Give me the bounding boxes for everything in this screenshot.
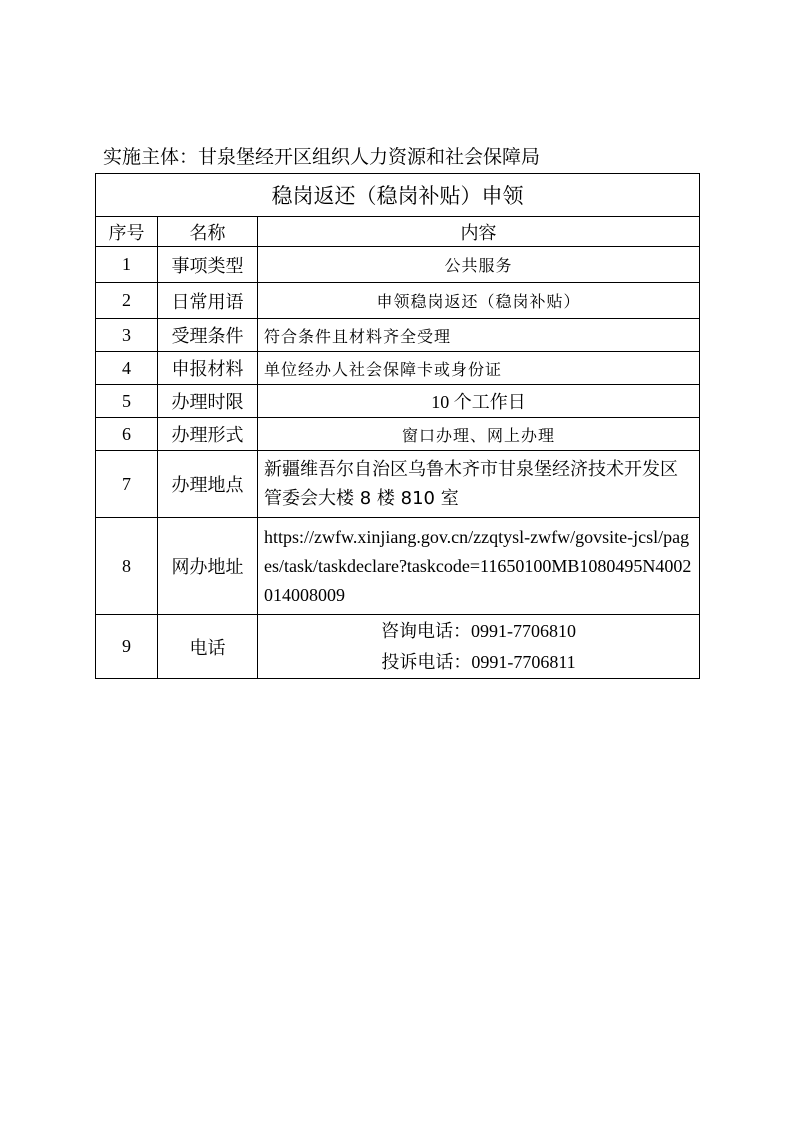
column-header-name: 名称 (158, 217, 258, 247)
row-name: 日常用语 (158, 283, 258, 319)
consult-phone-line (258, 616, 699, 647)
row-number: 8 (96, 518, 158, 615)
row-content: 符合条件且材料齐全受理 (258, 319, 700, 352)
row-number: 2 (96, 283, 158, 319)
table-row (96, 319, 700, 352)
row-number: 9 (96, 615, 158, 679)
row-number: 4 (96, 352, 158, 385)
row-number: 3 (96, 319, 158, 352)
row-name: 事项类型 (158, 247, 258, 283)
row-content-address: 新疆维吾尔自治区乌鲁木齐市甘泉堡经济技术开发区管委会大楼 8 楼 810 室 (258, 451, 700, 518)
row-number: 1 (96, 247, 158, 283)
row-name: 电话 (158, 615, 258, 679)
table-row (96, 352, 700, 385)
row-name: 网办地址 (158, 518, 258, 615)
row-number: 7 (96, 451, 158, 518)
row-name: 受理条件 (158, 319, 258, 352)
consult-phone-number: 0991-7706810 (471, 620, 576, 641)
table-row (96, 385, 700, 418)
column-header-content: 内容 (258, 217, 700, 247)
row-name: 申报材料 (158, 352, 258, 385)
service-info-table (95, 173, 700, 679)
table-title: 稳岗返还（稳岗补贴）申领 (96, 174, 700, 217)
row-name: 办理时限 (158, 385, 258, 418)
table-row (96, 518, 700, 615)
table-row (96, 615, 700, 679)
complaint-phone-label: 投诉电话： (381, 651, 472, 673)
row-content: 10 个工作日 (258, 385, 700, 418)
column-header-number: 序号 (96, 217, 158, 247)
row-content: 窗口办理、网上办理 (258, 418, 700, 451)
table-title-row (96, 174, 700, 217)
complaint-phone-number: 0991-7706811 (471, 651, 576, 672)
row-number: 6 (96, 418, 158, 451)
table-row (96, 247, 700, 283)
table-row (96, 451, 700, 518)
row-name: 办理地点 (158, 451, 258, 518)
row-content: 公共服务 (258, 247, 700, 283)
table-header-row (96, 217, 700, 247)
row-number: 5 (96, 385, 158, 418)
row-content: 申领稳岗返还（稳岗补贴） (258, 283, 700, 319)
table-row (96, 418, 700, 451)
row-content: 单位经办人社会保障卡或身份证 (258, 352, 700, 385)
row-content-phones (258, 615, 700, 679)
complaint-phone-line (258, 647, 699, 678)
table-row (96, 283, 700, 319)
row-name: 办理形式 (158, 418, 258, 451)
implementing-body-line: 实施主体：甘泉堡经开区组织人力资源和社会保障局 (103, 146, 541, 168)
consult-phone-label: 咨询电话： (381, 620, 471, 642)
row-content-url[interactable]: https://zwfw.xinjiang.gov.cn/zzqtysl-zwfw/govsite-jcsl/pages/task/taskdeclare?taskcode=11650100MB1080495N4002014008009 (258, 518, 700, 615)
